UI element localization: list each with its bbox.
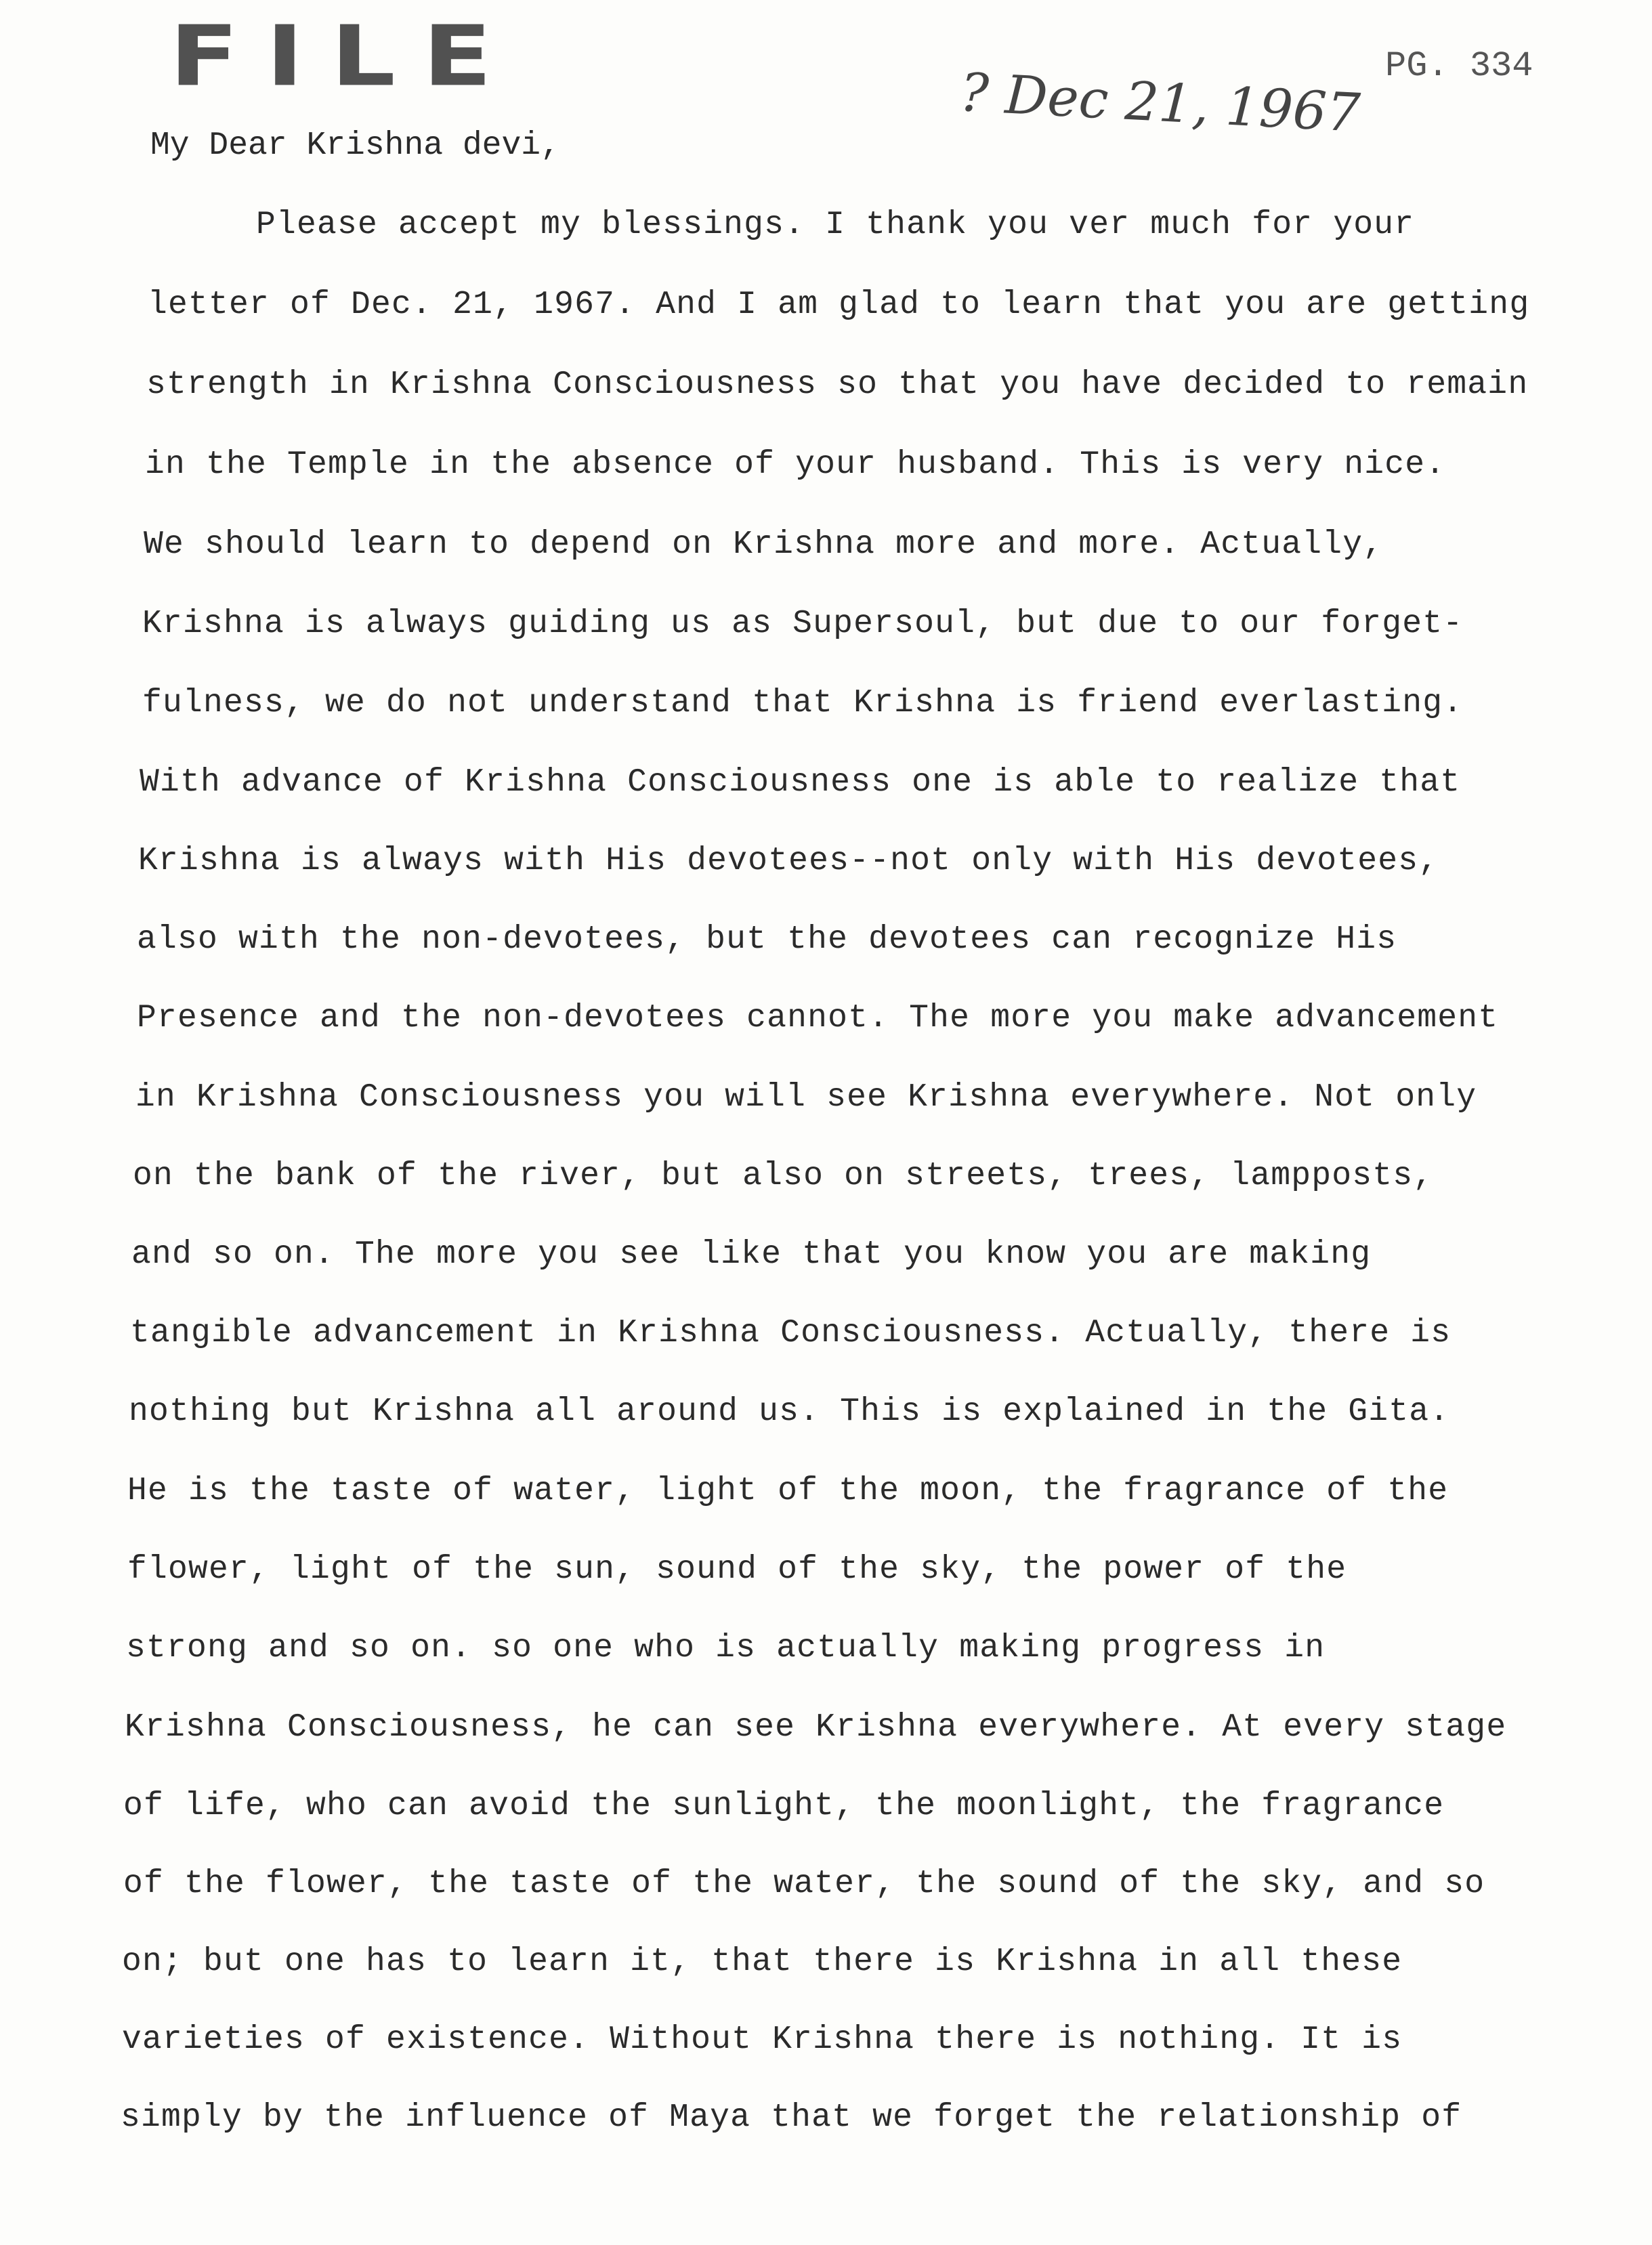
file-stamp: FILE bbox=[169, 8, 520, 105]
body-line: We should learn to depend on Krishna more and more. Actually, bbox=[144, 526, 1384, 563]
body-line: With advance of Krishna Consciousness one is able to realize that bbox=[140, 764, 1461, 801]
body-line: He is the taste of water, light of the moon, the fragrance of the bbox=[127, 1473, 1449, 1509]
body-line: also with the non-devotees, but the devotees can recognize His bbox=[137, 921, 1397, 958]
body-line: nothing but Krishna all around us. This is explained in the Gita. bbox=[129, 1393, 1450, 1430]
body-line: of life, who can avoid the sunlight, the moonlight, the fragrance bbox=[123, 1788, 1445, 1824]
body-line: Presence and the non-devotees cannot. The more you make advancement bbox=[137, 1000, 1499, 1036]
body-line: and so on. The more you see like that you know you are making bbox=[131, 1236, 1372, 1273]
body-line: strong and so on. so one who is actually making progress in bbox=[126, 1630, 1326, 1666]
handwritten-date: ? Dec 21, 1967 bbox=[958, 62, 1362, 144]
body-line: on; but one has to learn it, that there is Krishna in all these bbox=[122, 1944, 1403, 1980]
body-line: of the flower, the taste of the water, the sound of the sky, and so bbox=[123, 1866, 1485, 1902]
body-line: letter of Dec. 21, 1967. And I am glad to learn that you are getting bbox=[148, 287, 1530, 323]
body-line: strength in Krishna Consciousness so that you have decided to remain bbox=[146, 366, 1529, 403]
body-line: Please accept my blessings. I thank you ver much for your bbox=[256, 207, 1415, 243]
body-line: simply by the influence of Maya that we forget the relationship of bbox=[121, 2099, 1462, 2136]
body-line: tangible advancement in Krishna Consciousness. Actually, there is bbox=[130, 1315, 1452, 1351]
page-number: PG. 334 bbox=[1385, 46, 1533, 86]
body-line: on the bank of the river, but also on streets, trees, lampposts, bbox=[133, 1158, 1434, 1194]
body-line: in the Temple in the absence of your husband. This is very nice. bbox=[145, 446, 1446, 483]
body-line: fulness, we do not understand that Krishna is friend everlasting. bbox=[142, 685, 1464, 721]
body-line: varieties of existence. Without Krishna there is nothing. It is bbox=[122, 2021, 1403, 2058]
body-line: in Krishna Consciousness you will see Krishna everywhere. Not only bbox=[135, 1079, 1477, 1116]
body-line: Krishna is always with His devotees--not only with His devotees, bbox=[138, 843, 1439, 879]
body-line: Krishna is always guiding us as Supersoul, but due to our forget- bbox=[142, 606, 1464, 642]
body-line: Krishna Consciousness, he can see Krishna everywhere. At every stage bbox=[125, 1709, 1507, 1746]
body-line: flower, light of the sun, sound of the sky, the power of the bbox=[127, 1551, 1347, 1588]
salutation: My Dear Krishna devi, bbox=[150, 127, 560, 164]
